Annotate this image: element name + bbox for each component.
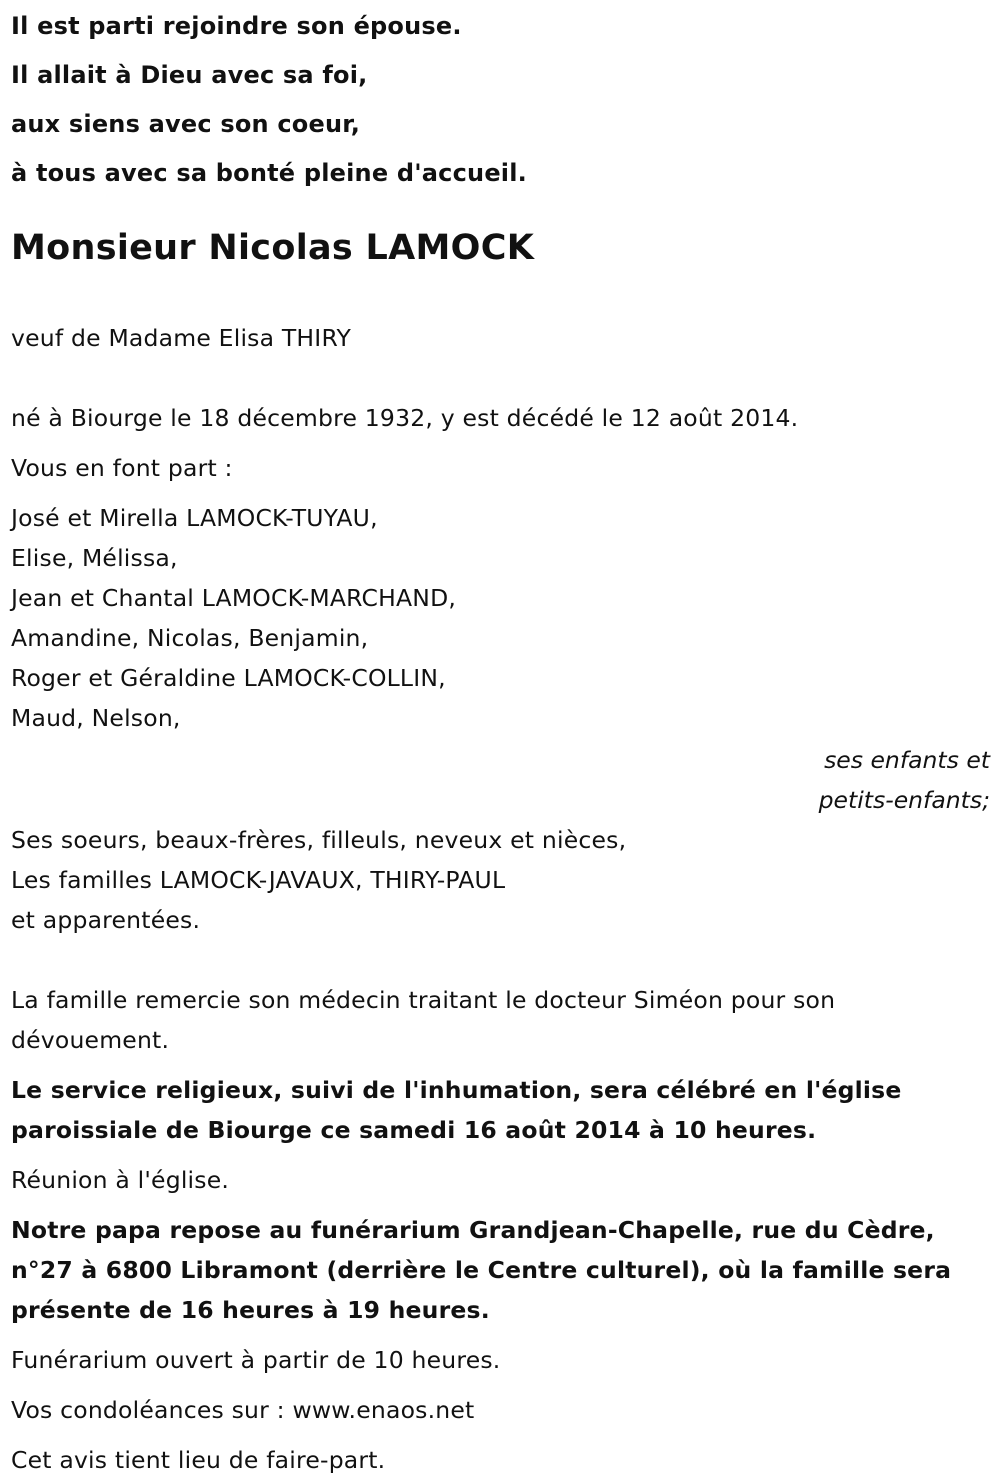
deceased-name: Monsieur Nicolas LAMOCK (11, 228, 535, 268)
epitaph-line: Il est parti rejoindre son épouse. (11, 12, 462, 40)
list-item: Roger et Géraldine LAMOCK-COLLIN, (11, 664, 446, 692)
epitaph (11, 0, 991, 198)
service-paragraph: Le service religieux, suivi de l'inhumation, sera célébré en l'église paroissiale de Biourge ce samedi 16 août 2014 à 10 heures. (11, 1076, 902, 1144)
obituary-notice (11, 0, 991, 1480)
list-item: Amandine, Nicolas, Benjamin, (11, 624, 369, 652)
epitaph-line: à tous avec sa bonté pleine d'accueil. (11, 159, 527, 187)
condolences-text: Vos condoléances sur : www.enaos.net (11, 1396, 475, 1424)
epitaph-line: Il allait à Dieu avec sa foi, (11, 61, 368, 89)
thanks-paragraph: La famille remercie son médecin traitant le docteur Siméon pour son dévouement. (11, 986, 836, 1054)
meeting-text: Réunion à l'église. (11, 1166, 230, 1194)
children-label (11, 740, 991, 820)
widower-of: veuf de Madame Elisa THIRY (11, 324, 352, 352)
list-item: Ses soeurs, beaux-frères, filleuls, neveux et nièces, (11, 826, 627, 854)
epitaph-line: aux siens avec son coeur, (11, 110, 361, 138)
list-item: José et Mirella LAMOCK-TUYAU, (11, 504, 378, 532)
notice-text: Cet avis tient lieu de faire-part. (11, 1446, 386, 1474)
list-item: Les familles LAMOCK-JAVAUX, THIRY-PAUL (11, 866, 506, 894)
relatives-list (11, 820, 991, 940)
children-list (11, 498, 991, 738)
birth-death: né à Biourge le 18 décembre 1932, y est décédé le 12 août 2014. (11, 404, 799, 432)
funeral-home-hours: Funérarium ouvert à partir de 10 heures. (11, 1346, 501, 1374)
announcement-intro: Vous en font part : (11, 454, 233, 482)
funeral-home-paragraph: Notre papa repose au funérarium Grandjean-Chapelle, rue du Cèdre, n°27 à 6800 Libramont (derrière le Centre culturel), où la famille sera présente de 16 heures à 19 heures. (11, 1216, 952, 1324)
children-label-line: petits-enfants; (818, 786, 990, 814)
list-item: Maud, Nelson, (11, 704, 181, 732)
children-label-line: ses enfants et (824, 746, 990, 774)
list-item: Elise, Mélissa, (11, 544, 178, 572)
list-item: et apparentées. (11, 906, 201, 934)
list-item: Jean et Chantal LAMOCK-MARCHAND, (11, 584, 457, 612)
